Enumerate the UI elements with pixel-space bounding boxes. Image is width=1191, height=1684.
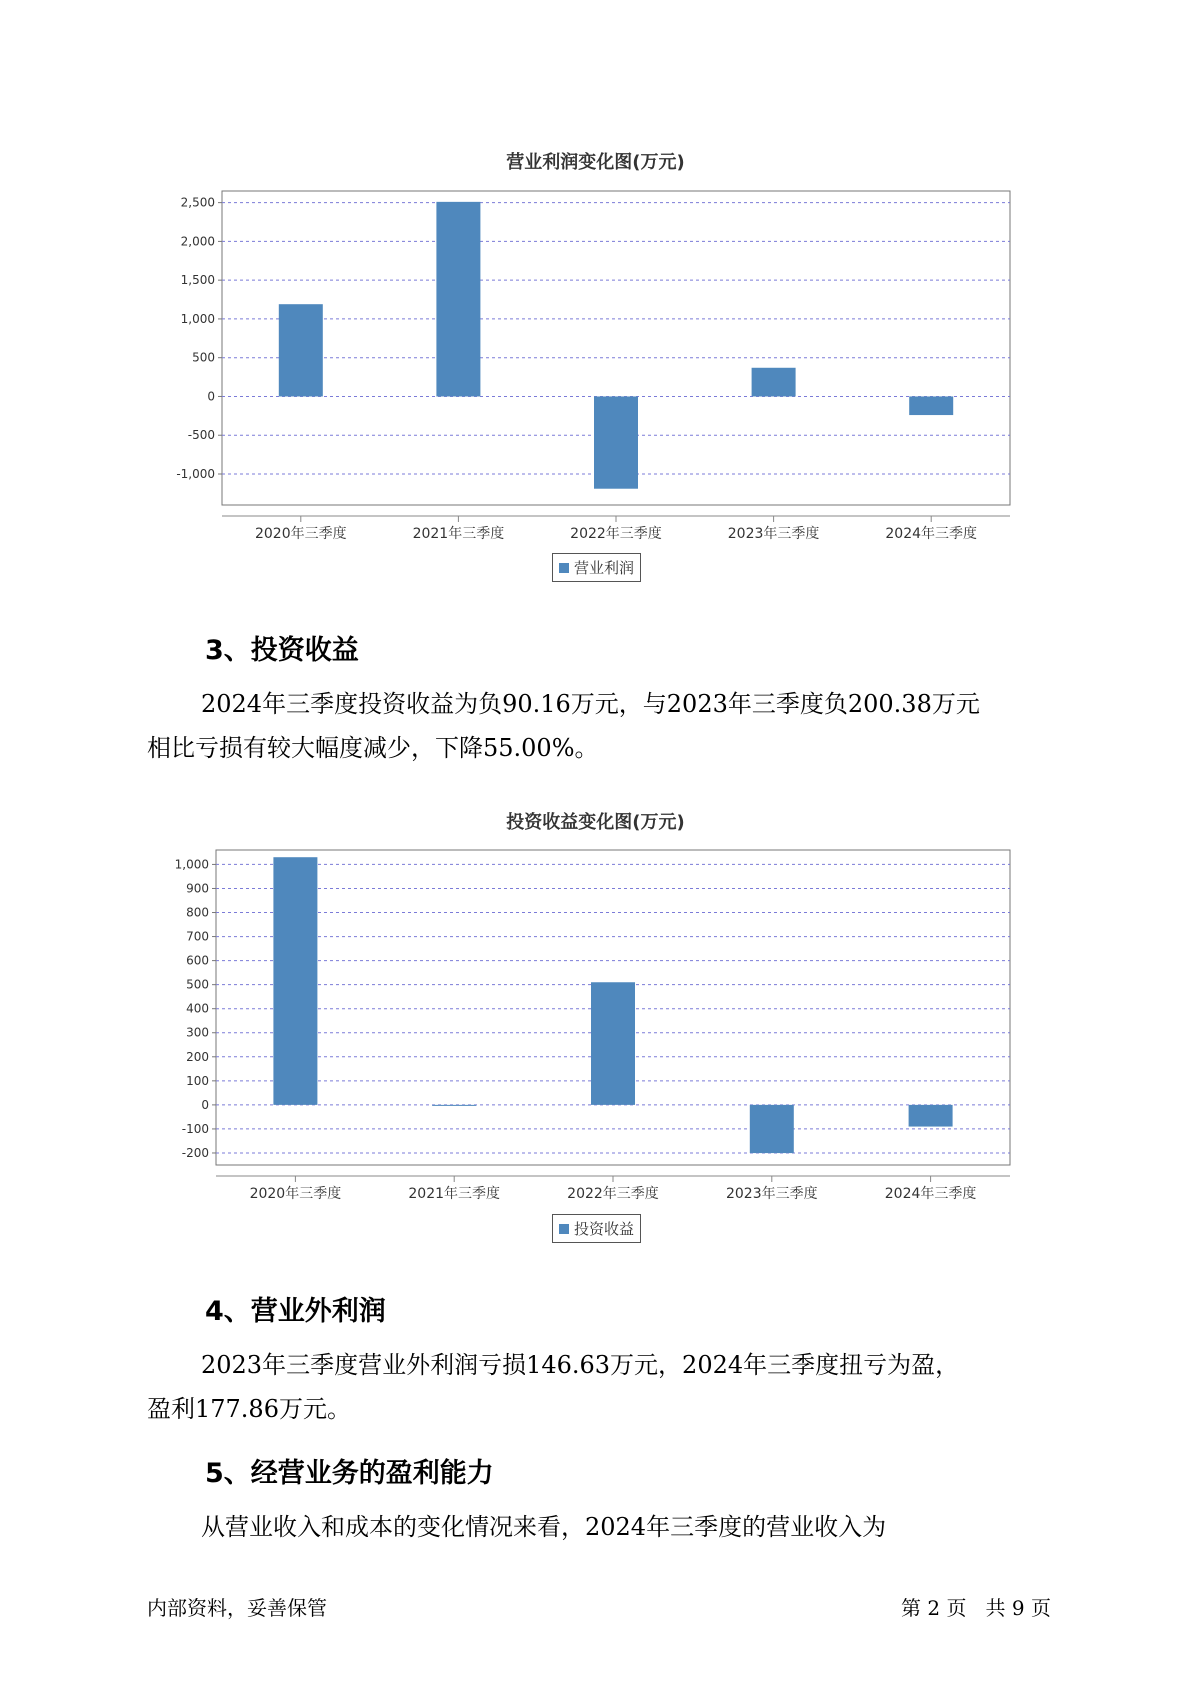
y-tick-label: 800 <box>186 905 209 920</box>
x-tick-label: 2023年三季度 <box>725 1186 818 1202</box>
y-tick-label: -500 <box>187 428 215 443</box>
x-tick-label: 2022年三季度 <box>567 1186 659 1202</box>
bar <box>594 396 638 488</box>
y-tick-label: 600 <box>186 953 209 968</box>
operating-profit-chart <box>0 0 1191 560</box>
y-tick-label: 500 <box>192 350 215 365</box>
y-tick-label: 1,000 <box>174 857 209 872</box>
y-tick-label: 900 <box>186 881 209 896</box>
section-4-line-1: 2023年三季度营业外利润亏损146.63万元，2024年三季度扭亏为盈， <box>201 1351 960 1379</box>
y-tick-label: 500 <box>186 977 209 992</box>
bar <box>750 1105 794 1153</box>
section-3-line-2: 相比亏损有较大幅度减少，下降55.00%。 <box>147 734 599 762</box>
legend-label: 营业利润 <box>574 559 635 577</box>
legend-swatch <box>559 563 569 573</box>
x-tick-label: 2022年三季度 <box>570 526 662 542</box>
x-tick-label: 2021年三季度 <box>408 1186 501 1202</box>
y-tick-label: 1,000 <box>180 311 215 326</box>
section-3-heading: 3、投资收益 <box>205 635 359 666</box>
y-tick-label: 300 <box>186 1025 209 1040</box>
bar <box>591 982 635 1105</box>
y-tick-label: 0 <box>201 1097 209 1112</box>
y-tick-label: -200 <box>181 1145 209 1160</box>
section-4-heading: 4、营业外利润 <box>205 1296 386 1327</box>
bar <box>279 304 323 396</box>
bar <box>273 857 317 1105</box>
bar <box>909 1105 953 1127</box>
y-tick-label: 100 <box>186 1073 209 1088</box>
legend-swatch <box>559 1224 569 1234</box>
section-4-line-2: 盈利177.86万元。 <box>147 1395 351 1423</box>
y-tick-label: 400 <box>186 1001 209 1016</box>
y-tick-label: -1,000 <box>176 466 215 481</box>
footer-page-number: 第 2 页 共 9 页 <box>901 1596 1051 1620</box>
x-tick-label: 2023年三季度 <box>727 526 820 542</box>
bar <box>436 202 480 397</box>
section-3-paragraph <box>147 682 1057 770</box>
chart-2-legend <box>552 1214 641 1243</box>
x-tick-label: 2020年三季度 <box>254 526 347 542</box>
x-tick-label: 2021年三季度 <box>412 526 505 542</box>
chart-2-title: 投资收益变化图(万元) <box>506 812 685 833</box>
section-3-line-1: 2024年三季度投资收益为负90.16万元，与2023年三季度负200.38万元 <box>201 690 980 718</box>
x-tick-label: 2024年三季度 <box>884 1186 977 1202</box>
footer-confidential: 内部资料，妥善保管 <box>147 1596 327 1620</box>
bar <box>909 396 953 415</box>
x-tick-label: 2020年三季度 <box>249 1186 342 1202</box>
y-tick-label: -100 <box>181 1121 209 1136</box>
legend-label: 投资收益 <box>574 1220 635 1238</box>
y-tick-label: 0 <box>207 389 215 404</box>
bar <box>432 1105 476 1106</box>
bar <box>752 368 796 397</box>
y-tick-label: 700 <box>186 929 209 944</box>
section-5-heading: 5、经营业务的盈利能力 <box>205 1458 494 1489</box>
y-tick-label: 200 <box>186 1049 209 1064</box>
x-tick-label: 2024年三季度 <box>885 526 978 542</box>
section-5-paragraph <box>147 1505 1057 1549</box>
chart-1-title: 营业利润变化图(万元) <box>506 152 685 173</box>
y-tick-label: 1,500 <box>180 273 215 288</box>
investment-income-chart <box>0 820 1191 1220</box>
section-5-line-1: 从营业收入和成本的变化情况来看，2024年三季度的营业收入为 <box>201 1513 887 1541</box>
section-4-paragraph <box>147 1343 1057 1431</box>
y-tick-label: 2,000 <box>180 234 215 249</box>
y-tick-label: 2,500 <box>180 195 215 210</box>
chart-1-legend <box>552 553 641 582</box>
